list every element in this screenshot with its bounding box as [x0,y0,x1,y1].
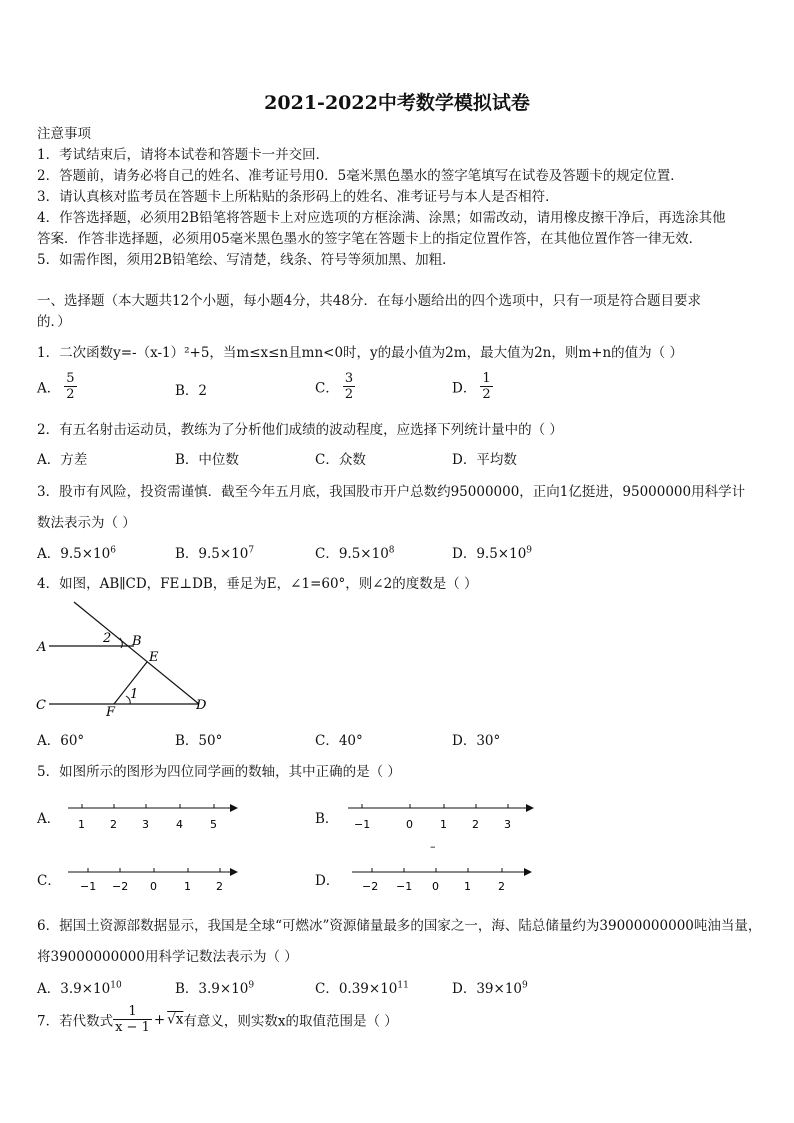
notice-item: 答案．作答非选择题，必须用05毫米黑色墨水的签字笔在答题卡上的指定位置作答，在其他位置作答一律无效． [37,231,703,247]
tick-label: 2 [110,818,117,831]
q6-option-b: B．$3.9\times 10^9$ [175,980,255,997]
tick-label: 1 [78,818,85,831]
tick-label: −1 [354,818,371,831]
q3-option-d: D．$9.5\times 10^9$ [452,545,533,562]
arrow-icon [230,804,238,812]
tick-label: 1 [184,880,191,893]
sqrt-expression: √x [167,1011,184,1028]
question-6-stem: 6．据国土资源部数据显示，我国是全球“可燃冰”资源储量最多的国家之一，海、陆总储量约为39000000000吨油当量， [37,918,762,934]
fraction-denominator: 2 [344,387,354,402]
page-title: 2021-2022中考数学模拟试卷 [264,92,530,114]
q5-option-b-label: B． [315,811,339,827]
q4-option-a: A．60° [37,733,85,749]
tick-label: 0 [406,818,413,831]
question-3-stem: 3．股市有风险，投资需谨慎．截至今年五月底，我国股市开户总数约95000000，正向1亿挺进，95000000用科学计 [37,484,746,500]
q2-option-d: D．平均数 [452,452,517,468]
fraction-numerator: 3 [344,371,354,386]
tick-label: 0 [432,880,439,893]
q6-option-c: C．$0.39\times 10^{11}$ [315,980,409,997]
section-heading: 一、选择题（本大题共12个小题，每小题4分，共48分．在每小题给出的四个选项中，只有一项是符合题目要求 [37,293,701,309]
tick-label: 2 [216,880,223,893]
q1-option-c: C． $\frac{3}{2}$ [315,371,354,402]
fraction-numerator: 5 [66,371,75,386]
label-a: A [37,640,47,655]
tick-label: −2 [362,880,379,893]
q1-option-a: A． $\frac{5}{2}$ [37,371,75,402]
fraction-numerator: 1 [482,371,491,386]
number-line-b [344,798,536,856]
q4-option-b: B．50° [175,733,223,749]
tick-label: −1 [396,880,413,893]
fraction-denominator: 2 [66,387,75,402]
q4-option-c: C．40° [315,733,363,749]
tick-label: 4 [176,818,183,831]
fraction-denominator: x − 1 [115,1020,150,1035]
question-7-stem: 7．若代数式 $\frac{1}{x - 1}$ + √x有意义，则实数x的取值范围是（ ） [37,1004,398,1035]
q3-option-c: C．$9.5\times 10^8$ [315,545,395,562]
question-3-stem-cont: 数法表示为（ ） [37,515,136,531]
notice-item: 5．如需作图，须用2B铅笔绘、写清楚，线条、符号等须加黑、加粗． [37,252,456,268]
number-line-d [344,862,536,898]
tick-label: 2 [472,818,479,831]
arrow-icon [524,868,532,876]
tick-label: 2 [498,880,505,893]
question-4-stem: 4．如图，AB∥CD，FE⊥DB，垂足为E，∠1=60°，则∠2的度数是（ ） [37,576,478,592]
tick-label: 1 [440,818,447,831]
label-f: F [106,705,116,720]
tick-label: −2 [112,880,129,893]
tick-label: 1 [464,880,471,893]
fraction-denominator: 2 [482,387,491,402]
question-6-stem-cont: 将39000000000用科学记数法表示为（ ） [37,949,298,965]
angle-2-label: 2 [103,631,112,646]
angle-1-label: 1 [130,687,139,702]
q2-option-c: C．众数 [315,452,366,468]
q3-option-b: B．$9.5\times 10^7$ [175,545,255,562]
arrow-icon [526,804,534,812]
notice-heading: 注意事项 [37,126,91,142]
q3-option-a: A．$9.5\times 10^6$ [37,545,116,562]
q2-option-b: B．中位数 [175,452,239,468]
q4-option-d: D．30° [452,733,501,749]
number-line-c [64,862,244,898]
stray-mark: – [430,840,436,853]
q5-option-a-label: A． [37,811,61,827]
q6-option-a: A．$3.9\times 10^{10}$ [37,980,122,997]
tick-label: 0 [150,880,157,893]
notice-item: 3．请认真核对监考员在答题卡上所粘贴的条形码上的姓名、准考证号与本人是否相符． [37,189,559,205]
label-d: D [196,698,207,713]
number-line-a [64,798,244,834]
geometry-figure [34,598,224,720]
arrow-icon [230,868,238,876]
q5-option-d-label: D． [315,873,340,889]
q6-option-d: D．$39\times 10^9$ [452,980,528,997]
notice-item: 1．考试结束后，请将本试卷和答题卡一并交回． [37,147,330,163]
q1-option-b: B．2 [175,383,208,399]
tick-label: −1 [80,880,97,893]
fraction-numerator: 1 [113,1004,152,1020]
tick-label: 5 [210,818,217,831]
q2-option-a: A．方差 [37,452,88,468]
label-c: C [36,698,46,713]
label-e: E [149,650,159,665]
question-2-stem: 2．有五名射击运动员，教练为了分析他们成绩的波动程度，应选择下列统计量中的（ ） [37,422,563,438]
notice-item: 4．作答选择题，必须用2B铅笔将答题卡上对应选项的方框涂满、涂黑；如需改动，请用橡皮擦干净后，再选涂其他 [37,210,726,226]
q1-option-d: D． $\frac{1}{2}$ [452,371,491,402]
notice-item: 2．答题前，请务必将自己的姓名、准考证号用0．5毫米黑色墨水的签字笔填写在试卷及答题卡的规定位置． [37,168,684,184]
tick-label: 3 [504,818,511,831]
section-heading-cont: 的．） [37,314,71,330]
q5-option-c-label: C． [37,873,61,889]
tick-label: 3 [142,818,149,831]
label-b: B [132,634,142,649]
question-5-stem: 5．如图所示的图形为四位同学画的数轴，其中正确的是（ ） [37,764,401,780]
question-1-stem: 1．二次函数y=-（x-1）²+5，当m≤x≤n且mn<0时，y的最小值为2m，最大值为2n，则m+n的值为（ ） [37,345,683,361]
